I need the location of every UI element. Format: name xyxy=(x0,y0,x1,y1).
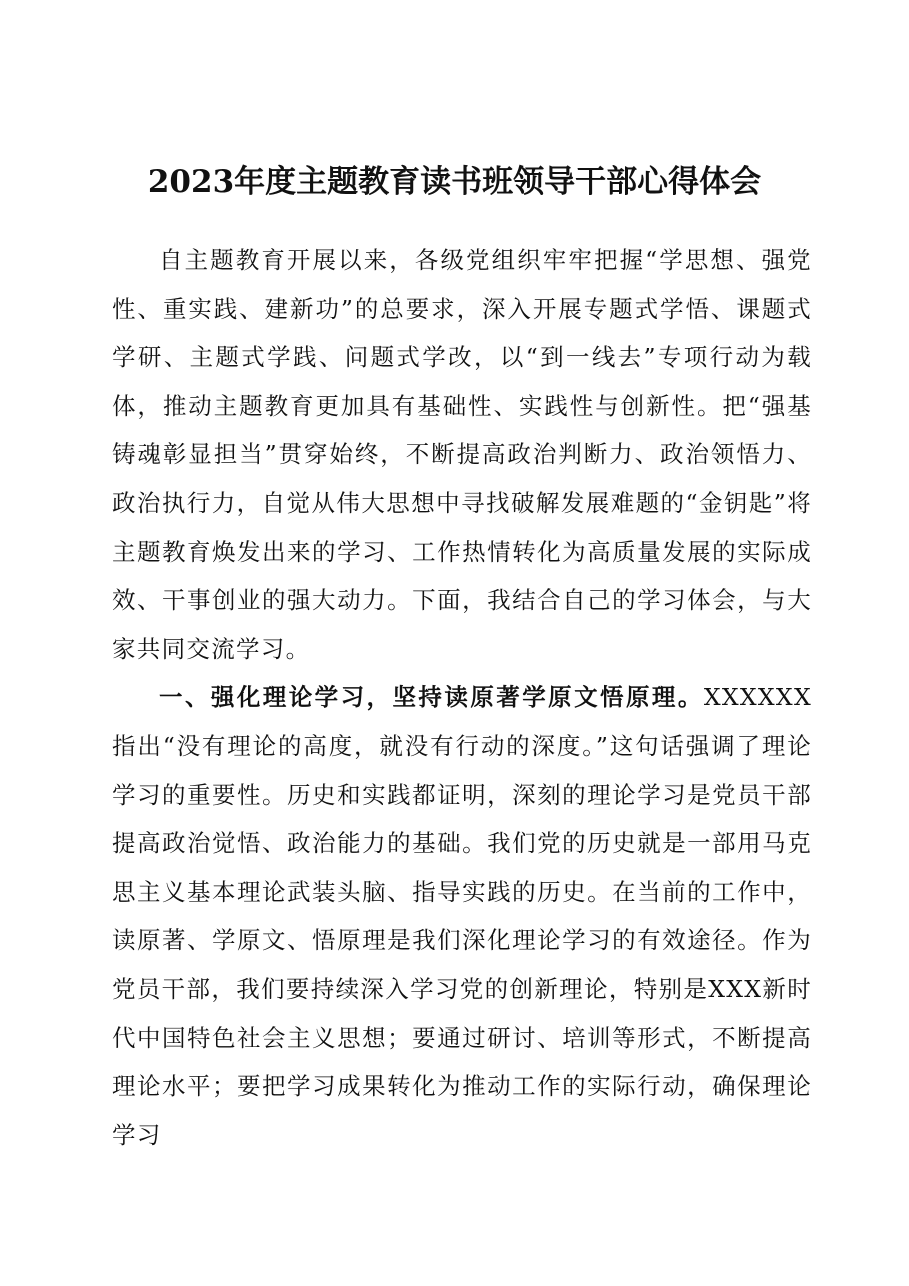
intro-paragraph xyxy=(112,236,812,673)
intro-paragraph-text: 自主题教育开展以来，各级党组织牢牢把握“学思想、强党性、重实践、建新功”的总要求，深入开展专题式学悟、课题式学研、主题式学践、问题式学改，以“到一线去”专项行动为载体，推动主题教育更加具有基础性、实践性与创新性。把“强基铸魂彰显担当”贯穿始终，不断提高政治判断力、政治领悟力、政治执行力，自觉从伟大思想中寻找破解发展难题的“金钥匙”将主题教育焕发出来的学习、工作热情转化为高质量发展的实际成效、干事创业的强大动力。下面，我结合自己的学习体会，与大家共同交流学习。 xyxy=(112,246,812,663)
section-one-heading: 一、强化理论学习，坚持读原著学原文悟原理。 xyxy=(159,683,704,712)
section-one-text: XXXXXX指出“没有理论的高度，就没有行动的深度。”这句话强调了理论学习的重要性。历史和实践都证明，深刻的理论学习是党员干部提高政治觉悟、政治能力的基础。我们党的历史就是一部用马克思主义基本理论武装头脑、指导实践的历史。在当前的工作中，读原著、学原文、悟原理是我们深化理论学习的有效途径。作为党员干部，我们要持续深入学习党的创新理论，特别是XXX新时代中国特色社会主义思想；要通过研讨、培训等形式，不断提高理论水平；要把学习成果转化为推动工作的实际行动，确保理论学习 xyxy=(112,683,812,1149)
section-one-paragraph xyxy=(112,673,812,1159)
document-title: 2023年度主题教育读书班领导干部心得体会 xyxy=(147,164,762,200)
document-body xyxy=(112,236,812,1159)
